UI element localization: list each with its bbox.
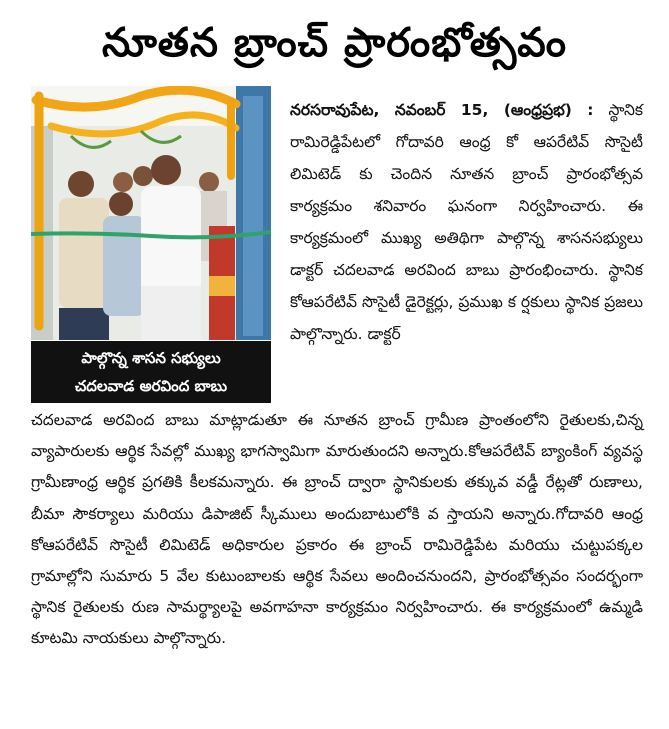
photo-caption-line: పాల్గొన్న శాసన సభ్యులు [81,349,221,367]
dateline: నరసరావుపేట, నవంబర్ 15, (ఆంధ్రప్రభ) : [290,101,594,119]
lead-text: స్థానిక రామిరెడ్డిపేటలో గోదావరి ఆంధ్ర కో ఆపరేటివ్ సొసైటీ లిమిటెడ్ కు చెందిన నూతన బ్రాంచ్ ప్రారంభోత్సవ కార్యక్రమం శనివారం ఘనంగా నిర్వహించారు. ఈ కార్యక్రమంలో ముఖ్య అతిథిగా పాల్గొన్న శాసనసభ్యులు డాక్టర్ చదలవాడ అరవింద బాబు ప్రారంభించారు. స్థానిక కోఆపరేటివ్ సొసైటీ డైరెక్టర్లు, ప్రముఖ క ర్షకులు స్థానిక ప్రజలు పాల్గొన్నారు. డాక్టర్ [290,101,643,343]
headline: నూతన బ్రాంచ్ ప్రారంభోత్సవం [101,20,567,66]
body-column [31,405,643,655]
photo-caption [31,341,271,403]
lead-column [290,94,643,350]
body-paragraph: చదలవాడ అరవింద బాబు మాట్లాడుతూ ఈ నూతన బ్రాంచ్ గ్రామీణ ప్రాంతంలోని రైతులకు,చిన్న వ్యాపారులకు ఆర్థిక సేవల్లో ముఖ్య భాగస్వామిగా మారుతుందని అన్నారు.కోఆపరేటివ్ బ్యాంకింగ్ వ్యవస్థ గ్రామీణాంధ్ర ఆర్థిక ప్రగతికి కీలకమన్నారు. ఈ బ్రాంచ్ ద్వారా స్థానికులకు తక్కువ వడ్డీ రేట్లతో రుణాలు, బీమా సౌకర్యాలు మరియు డిపాజిట్ స్కీములు అందుబాటులోకి వ స్తాయని అన్నారు.గోదావరి ఆంధ్ర కోఆపరేటివ్ సొసైటీ లిమిటెడ్ అధికారుల ప్రకారం ఈ బ్రాంచ్ రామిరెడ్డిపేట మరియు చుట్టుపక్కల గ్రామాల్లోని సుమారు 5 వేల కుటుంబాలకు ఆర్థిక సేవలు అందించనుందని, ప్రారంభోత్సవం సందర్భంగా స్థానిక రైతులకు రుణ సామర్థ్యాలపై అవగాహనా కార్యక్రమం నిర్వహించారు. ఈ కార్యక్రమంలో ఉమ్మడి కూటమి నాయకులు పాల్గొన్నారు. [31,411,643,648]
photo-caption-line: చదలవాడ అరవింద బాబు [74,377,228,395]
lead-paragraph [290,94,643,350]
news-photo [31,86,271,340]
